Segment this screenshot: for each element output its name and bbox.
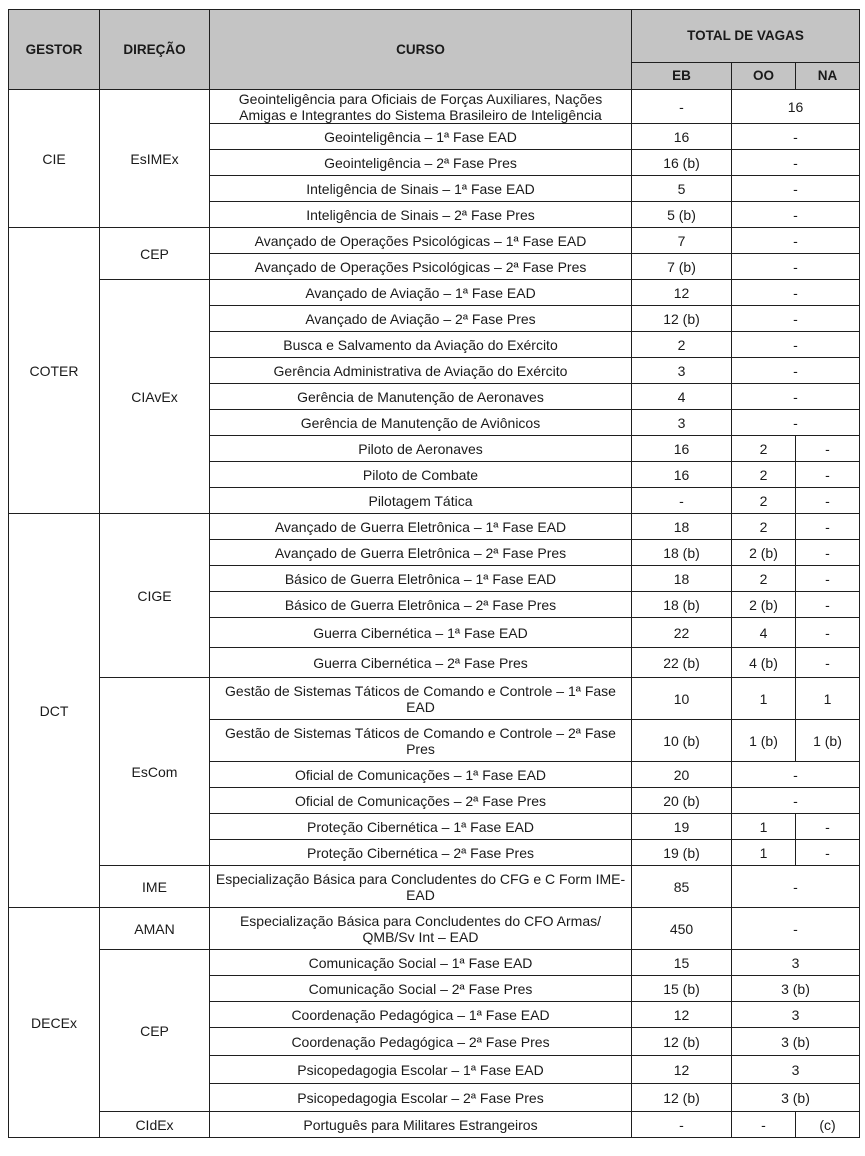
- oo-cell: 1: [732, 840, 796, 866]
- table-row: [9, 866, 860, 908]
- table-row: [9, 228, 860, 254]
- curso-cell: Inteligência de Sinais – 1ª Fase EAD: [210, 176, 632, 202]
- curso-cell: Avançado de Aviação – 1ª Fase EAD: [210, 280, 632, 306]
- na-cell: -: [796, 592, 860, 618]
- eb-cell: 2: [632, 332, 732, 358]
- oo-na-cell: -: [732, 202, 860, 228]
- curso-cell: Oficial de Comunicações – 1ª Fase EAD: [210, 762, 632, 788]
- curso-cell: Piloto de Combate: [210, 462, 632, 488]
- curso-cell: Inteligência de Sinais – 2ª Fase Pres: [210, 202, 632, 228]
- curso-cell: Comunicação Social – 1ª Fase EAD: [210, 950, 632, 976]
- gestor-cell: COTER: [9, 228, 100, 514]
- oo-na-cell: -: [732, 908, 860, 950]
- na-cell: (c): [796, 1112, 860, 1138]
- table-row: [9, 90, 860, 124]
- eb-cell: 3: [632, 358, 732, 384]
- curso-cell: Psicopedagogia Escolar – 1ª Fase EAD: [210, 1056, 632, 1084]
- na-cell: -: [796, 488, 860, 514]
- curso-cell: Gerência de Manutenção de Aeronaves: [210, 384, 632, 410]
- header-total-vagas: TOTAL DE VAGAS: [632, 10, 860, 63]
- na-cell: -: [796, 618, 860, 648]
- eb-cell: 18 (b): [632, 540, 732, 566]
- curso-cell: Proteção Cibernética – 2ª Fase Pres: [210, 840, 632, 866]
- table-row: [9, 678, 860, 720]
- oo-cell: 2 (b): [732, 592, 796, 618]
- eb-cell: 3: [632, 410, 732, 436]
- direcao-cell: CEP: [100, 950, 210, 1112]
- table-body: [9, 90, 860, 1138]
- curso-cell: Gerência Administrativa de Aviação do Exército: [210, 358, 632, 384]
- na-cell: -: [796, 436, 860, 462]
- curso-cell: Básico de Guerra Eletrônica – 1ª Fase EAD: [210, 566, 632, 592]
- eb-cell: 12 (b): [632, 1028, 732, 1056]
- eb-cell: 7: [632, 228, 732, 254]
- eb-cell: 22 (b): [632, 648, 732, 678]
- curso-cell: Guerra Cibernética – 2ª Fase Pres: [210, 648, 632, 678]
- curso-cell: Comunicação Social – 2ª Fase Pres: [210, 976, 632, 1002]
- direcao-cell: IME: [100, 866, 210, 908]
- eb-cell: 19 (b): [632, 840, 732, 866]
- gestor-cell: CIE: [9, 90, 100, 228]
- eb-cell: -: [632, 90, 732, 124]
- direcao-cell: EsIMEx: [100, 90, 210, 228]
- oo-cell: 4 (b): [732, 648, 796, 678]
- oo-cell: 2: [732, 514, 796, 540]
- eb-cell: 5: [632, 176, 732, 202]
- eb-cell: 20: [632, 762, 732, 788]
- oo-na-cell: 3: [732, 950, 860, 976]
- oo-na-cell: 3 (b): [732, 1084, 860, 1112]
- na-cell: -: [796, 514, 860, 540]
- table-row: [9, 1112, 860, 1138]
- oo-cell: -: [732, 1112, 796, 1138]
- curso-cell: Gestão de Sistemas Táticos de Comando e Controle – 2ª Fase Pres: [210, 720, 632, 762]
- direcao-cell: CEP: [100, 228, 210, 280]
- curso-cell: Piloto de Aeronaves: [210, 436, 632, 462]
- eb-cell: 18: [632, 514, 732, 540]
- eb-cell: 4: [632, 384, 732, 410]
- eb-cell: 15: [632, 950, 732, 976]
- oo-cell: 2: [732, 566, 796, 592]
- oo-na-cell: -: [732, 280, 860, 306]
- table-row: [9, 950, 860, 976]
- oo-na-cell: -: [732, 762, 860, 788]
- eb-cell: 18: [632, 566, 732, 592]
- eb-cell: 12: [632, 1056, 732, 1084]
- oo-na-cell: -: [732, 254, 860, 280]
- oo-cell: 2: [732, 488, 796, 514]
- oo-cell: 2: [732, 462, 796, 488]
- vagas-table: [8, 9, 860, 1138]
- eb-cell: 7 (b): [632, 254, 732, 280]
- header-direcao: DIREÇÃO: [100, 10, 210, 90]
- na-cell: -: [796, 840, 860, 866]
- table-header: [9, 10, 860, 90]
- eb-cell: 5 (b): [632, 202, 732, 228]
- header-eb: EB: [632, 63, 732, 90]
- curso-cell: Proteção Cibernética – 1ª Fase EAD: [210, 814, 632, 840]
- curso-cell: Avançado de Operações Psicológicas – 1ª Fase EAD: [210, 228, 632, 254]
- eb-cell: 12 (b): [632, 306, 732, 332]
- eb-cell: 20 (b): [632, 788, 732, 814]
- curso-cell: Oficial de Comunicações – 2ª Fase Pres: [210, 788, 632, 814]
- oo-na-cell: -: [732, 332, 860, 358]
- eb-cell: 16: [632, 436, 732, 462]
- direcao-cell: CIdEx: [100, 1112, 210, 1138]
- header-oo: OO: [732, 63, 796, 90]
- oo-na-cell: -: [732, 306, 860, 332]
- curso-cell: Guerra Cibernética – 1ª Fase EAD: [210, 618, 632, 648]
- curso-cell: Pilotagem Tática: [210, 488, 632, 514]
- oo-cell: 2 (b): [732, 540, 796, 566]
- curso-cell: Avançado de Operações Psicológicas – 2ª Fase Pres: [210, 254, 632, 280]
- table-row: [9, 908, 860, 950]
- oo-na-cell: -: [732, 358, 860, 384]
- na-cell: 1: [796, 678, 860, 720]
- oo-cell: 4: [732, 618, 796, 648]
- curso-cell: Coordenação Pedagógica – 2ª Fase Pres: [210, 1028, 632, 1056]
- table-row: [9, 280, 860, 306]
- eb-cell: 12: [632, 280, 732, 306]
- table-row: [9, 514, 860, 540]
- eb-cell: 16: [632, 462, 732, 488]
- eb-cell: 22: [632, 618, 732, 648]
- oo-cell: 1 (b): [732, 720, 796, 762]
- oo-na-cell: 3: [732, 1056, 860, 1084]
- oo-cell: 1: [732, 814, 796, 840]
- header-curso: CURSO: [210, 10, 632, 90]
- eb-cell: 15 (b): [632, 976, 732, 1002]
- oo-na-cell: -: [732, 866, 860, 908]
- curso-cell: Gerência de Manutenção de Aviônicos: [210, 410, 632, 436]
- curso-cell: Busca e Salvamento da Aviação do Exército: [210, 332, 632, 358]
- oo-na-cell: -: [732, 384, 860, 410]
- na-cell: -: [796, 814, 860, 840]
- oo-na-cell: -: [732, 176, 860, 202]
- curso-cell: Avançado de Guerra Eletrônica – 1ª Fase EAD: [210, 514, 632, 540]
- gestor-cell: DCT: [9, 514, 100, 908]
- eb-cell: -: [632, 488, 732, 514]
- oo-cell: 2: [732, 436, 796, 462]
- eb-cell: 85: [632, 866, 732, 908]
- direcao-cell: EsCom: [100, 678, 210, 866]
- oo-na-cell: -: [732, 410, 860, 436]
- oo-na-cell: 16: [732, 90, 860, 124]
- oo-na-cell: -: [732, 788, 860, 814]
- na-cell: -: [796, 540, 860, 566]
- curso-cell: Geointeligência – 1ª Fase EAD: [210, 124, 632, 150]
- eb-cell: 10: [632, 678, 732, 720]
- eb-cell: 450: [632, 908, 732, 950]
- na-cell: -: [796, 648, 860, 678]
- direcao-cell: AMAN: [100, 908, 210, 950]
- oo-na-cell: 3: [732, 1002, 860, 1028]
- direcao-cell: CIAvEx: [100, 280, 210, 514]
- na-cell: -: [796, 462, 860, 488]
- curso-cell: Coordenação Pedagógica – 1ª Fase EAD: [210, 1002, 632, 1028]
- oo-na-cell: -: [732, 228, 860, 254]
- oo-cell: 1: [732, 678, 796, 720]
- eb-cell: 16 (b): [632, 150, 732, 176]
- oo-na-cell: -: [732, 124, 860, 150]
- curso-cell: Avançado de Aviação – 2ª Fase Pres: [210, 306, 632, 332]
- eb-cell: 12: [632, 1002, 732, 1028]
- curso-cell: Especialização Básica para Concludentes do CFO Armas/ QMB/Sv Int – EAD: [210, 908, 632, 950]
- curso-cell: Geointeligência – 2ª Fase Pres: [210, 150, 632, 176]
- eb-cell: -: [632, 1112, 732, 1138]
- eb-cell: 18 (b): [632, 592, 732, 618]
- na-cell: 1 (b): [796, 720, 860, 762]
- eb-cell: 16: [632, 124, 732, 150]
- curso-cell: Gestão de Sistemas Táticos de Comando e Controle – 1ª Fase EAD: [210, 678, 632, 720]
- eb-cell: 10 (b): [632, 720, 732, 762]
- direcao-cell: CIGE: [100, 514, 210, 678]
- oo-na-cell: 3 (b): [732, 976, 860, 1002]
- oo-na-cell: 3 (b): [732, 1028, 860, 1056]
- curso-cell: Português para Militares Estrangeiros: [210, 1112, 632, 1138]
- curso-cell: Especialização Básica para Concludentes do CFG e C Form IME-EAD: [210, 866, 632, 908]
- eb-cell: 12 (b): [632, 1084, 732, 1112]
- gestor-cell: DECEx: [9, 908, 100, 1138]
- curso-cell: Psicopedagogia Escolar – 2ª Fase Pres: [210, 1084, 632, 1112]
- curso-cell: Básico de Guerra Eletrônica – 2ª Fase Pres: [210, 592, 632, 618]
- curso-cell: Geointeligência para Oficiais de Forças Auxiliares, Nações Amigas e Integrantes do Sistema Brasileiro de Inteligência: [210, 90, 632, 124]
- eb-cell: 19: [632, 814, 732, 840]
- header-na: NA: [796, 63, 860, 90]
- na-cell: -: [796, 566, 860, 592]
- oo-na-cell: -: [732, 150, 860, 176]
- header-gestor: GESTOR: [9, 10, 100, 90]
- curso-cell: Avançado de Guerra Eletrônica – 2ª Fase Pres: [210, 540, 632, 566]
